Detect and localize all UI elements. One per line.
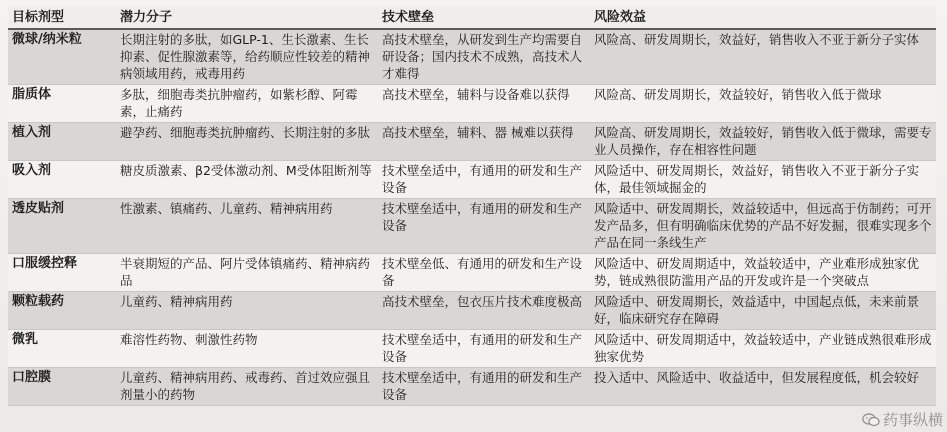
- cell-barrier: 高技术壁垒，从研发到生产均需要自研设备；国内技术不成熟，高技术人才难得: [378, 29, 590, 85]
- cell-dosage-form: 吸入剂: [8, 161, 116, 199]
- cell-risk-benefit: 风险适中、研发周期适中，效益较适中，产业难形成独家优势，链成熟很防滥用产品的开发或许是一个突破点: [590, 254, 936, 292]
- cell-risk-benefit: 风险适中、研发周期适中，效益较适中，产业链成熟很难形成独家优势: [590, 330, 936, 368]
- cell-dosage-form: 透皮贴剂: [8, 199, 116, 254]
- cell-molecules: 糖皮质激素、β2受体激动剂、M受体阻断剂等: [116, 161, 378, 199]
- cell-risk-benefit: 风险高、研发周期长，效益较好，销售收入低于微球，需要专业人员操作，存在相容性问题: [590, 123, 936, 161]
- cell-barrier: 技术壁垒适中，有通用的研发和生产设备: [378, 330, 590, 368]
- cell-risk-benefit: 风险适中、研发周期长，效益好，销售收入不亚于新分子实体，最佳领域掘金的: [590, 161, 936, 199]
- cell-dosage-form: 口服缓控释: [8, 254, 116, 292]
- cell-molecules: 儿童药、精神病用药: [116, 292, 378, 330]
- table-row: [8, 292, 936, 330]
- cell-dosage-form: 微乳: [8, 330, 116, 368]
- table-row: [8, 199, 936, 254]
- cell-risk-benefit: 风险适中、研发周期长，效益较适中，但远高于仿制药；可开发产品多，但有明确临床优势的产品不好发掘，很难实现多个产品在同一条线生产: [590, 199, 936, 254]
- cell-risk-benefit: 投入适中、风险适中、收益适中，但发展程度低，机会较好: [590, 368, 936, 406]
- table-row: [8, 161, 936, 199]
- cell-risk-benefit: 风险高、研发周期长，效益较好，销售收入低于微球: [590, 85, 936, 123]
- cell-dosage-form: 微球/纳米粒: [8, 29, 116, 85]
- table-row: [8, 330, 936, 368]
- header-molecules: 潜力分子: [116, 7, 378, 29]
- cell-dosage-form: 口腔膜: [8, 368, 116, 406]
- cell-barrier: 高技术壁垒，辅料、器 械难以获得: [378, 123, 590, 161]
- watermark-text: 药事纵横: [882, 411, 943, 429]
- header-dosage-form: 目标剂型: [8, 7, 116, 29]
- cell-molecules: 多肽，细胞毒类抗肿瘤药，如紫杉醇、阿霉素，止痛药: [116, 85, 378, 123]
- table-row: [8, 29, 936, 85]
- cell-dosage-form: 脂质体: [8, 85, 116, 123]
- cell-dosage-form: 颗粒载药: [8, 292, 116, 330]
- table-row: [8, 123, 936, 161]
- dosage-form-table: [8, 7, 936, 406]
- cell-barrier: 技术壁垒低、有通用的研发和生产设备: [378, 254, 590, 292]
- cell-molecules: 半衰期短的产品、阿片受体镇痛药、精神病药品: [116, 254, 378, 292]
- cell-barrier: 技术壁垒适中，有通用的研发和生产设备: [378, 161, 590, 199]
- cell-barrier: 高技术壁垒，包衣压片技术难度极高: [378, 292, 590, 330]
- cell-risk-benefit: 风险高、研发周期长，效益好，销售收入不亚于新分子实体: [590, 29, 936, 85]
- table-row: [8, 254, 936, 292]
- header-risk-benefit: 风险效益: [590, 7, 936, 29]
- table-row: [8, 85, 936, 123]
- table-row: [8, 368, 936, 406]
- cell-barrier: 高技术壁垒，辅料与设备难以获得: [378, 85, 590, 123]
- cell-barrier: 技术壁垒适中，有通用的研发和生产设备: [378, 199, 590, 254]
- cell-molecules: 难溶性药物、刺激性药物: [116, 330, 378, 368]
- cell-molecules: 长期注射的多肽，如GLP-1、生长激素、生长抑素、促性腺激素等，给药顺应性较差的精神病领域用药，戒毒用药: [116, 29, 378, 85]
- cell-dosage-form: 植入剂: [8, 123, 116, 161]
- cell-risk-benefit: 风险适中、研发周期长，效益适中，中国起点低，未来前景好，临床研究存在障碍: [590, 292, 936, 330]
- watermark: [862, 409, 943, 430]
- table-header-row: [8, 7, 936, 29]
- cell-molecules: 性激素、镇痛药、儿童药、精神病用药: [116, 199, 378, 254]
- cell-barrier: 技术壁垒适中，有通用的研发和生产设备: [378, 368, 590, 406]
- cell-molecules: 儿童药、精神病用药、戒毒药、首过效应强且剂量小的药物: [116, 368, 378, 406]
- cell-molecules: 避孕药、细胞毒类抗肿瘤药、长期注射的多肽: [116, 123, 378, 161]
- header-barrier: 技术壁垒: [378, 7, 590, 29]
- wechat-icon: [862, 413, 880, 427]
